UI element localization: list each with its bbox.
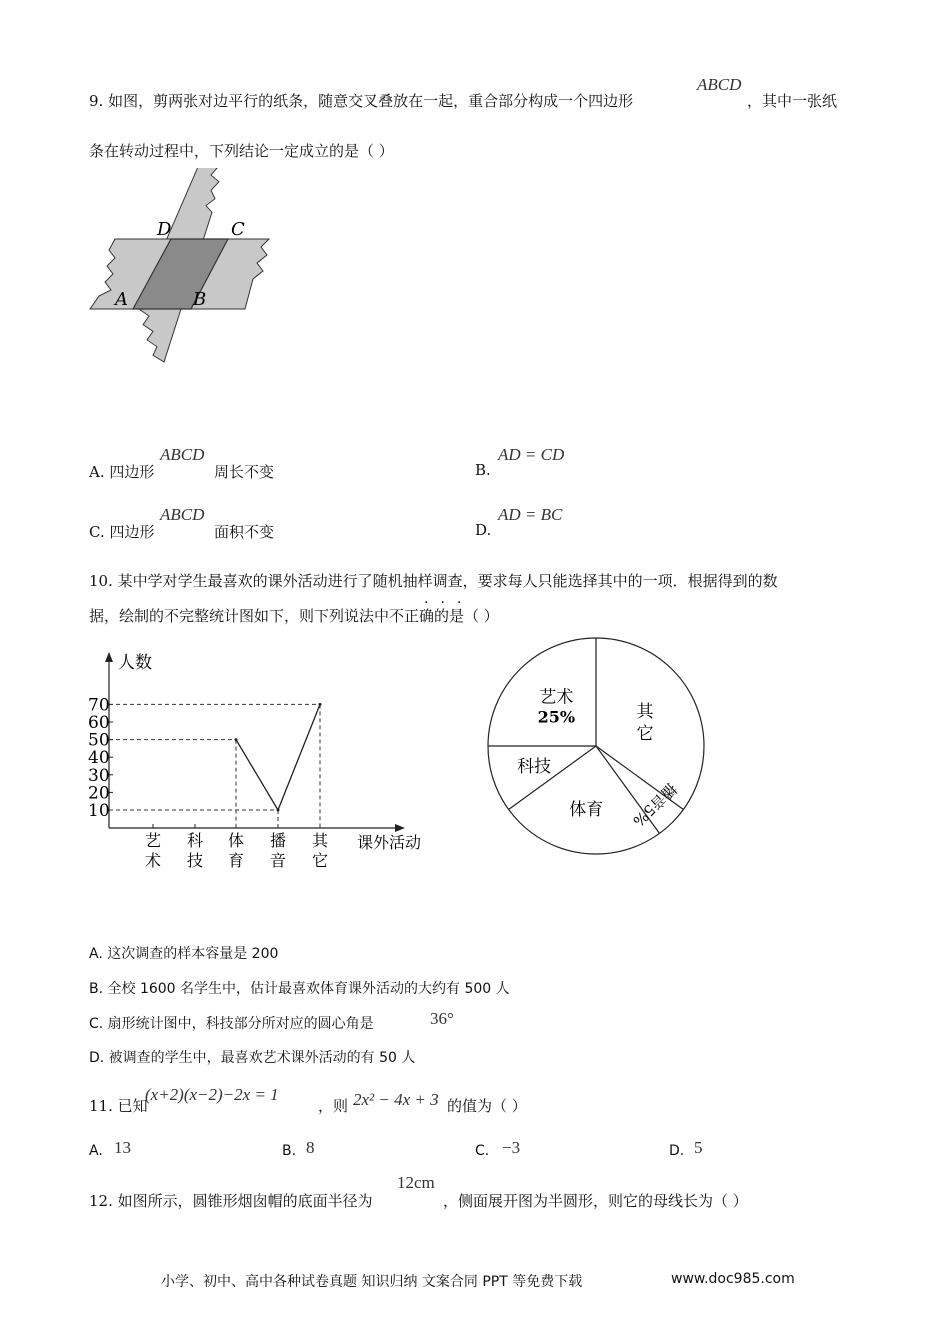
y-axis-label: 人数 — [118, 653, 152, 673]
x-tick-label: 播 — [270, 831, 287, 850]
pie-label: 体育 — [569, 800, 604, 821]
q9-option-c-suffix: 面积不变 — [214, 523, 275, 541]
q9-option-b-math: AD = CD — [498, 445, 565, 464]
footer-url[interactable]: www.doc985.com — [671, 1271, 795, 1287]
x-tick-label: 育 — [228, 851, 245, 870]
q11-expression: 2x² − 4x + 3 — [353, 1090, 439, 1109]
q9-option-c[interactable]: C. 四边形 — [89, 523, 155, 541]
q9-stem-line1-end: ，其中一张纸 — [747, 92, 838, 110]
q9-math-abcd: ABCD — [697, 75, 742, 94]
emphasis-not-correct: 不正确 — [389, 607, 435, 625]
x-tick-label: 艺 — [145, 831, 162, 850]
x-tick-label: 音 — [270, 851, 287, 870]
y-tick-label: 40 — [88, 748, 110, 769]
y-tick-label: 10 — [88, 801, 110, 821]
q9-stem-line2: 条在转动过程中，下列结论一定成立的是（ ） — [89, 142, 394, 160]
q10-stem-line2: 据，绘制的不完整统计图如下，则下列说法中不正确的是（ ） — [89, 607, 499, 625]
q9-option-a-suffix: 周长不变 — [214, 463, 275, 481]
vertex-label-b: B — [193, 289, 207, 310]
q11-mid: ，则 — [318, 1097, 349, 1115]
q10-option-c[interactable]: C. 扇形统计图中，科技部分所对应的圆心角是 — [89, 1016, 374, 1032]
pie-label: 25% — [537, 707, 576, 727]
pie-label: 艺术 — [539, 687, 574, 708]
footer-text: 小学、初中、高中各种试卷真题 知识归纳 文案合同 PPT 等免费下载 — [161, 1274, 583, 1290]
x-tick-label: 术 — [145, 851, 162, 870]
q11-option-b[interactable]: B. — [282, 1143, 297, 1159]
data-point — [277, 809, 280, 812]
q11-prefix: 11. 已知 — [89, 1097, 148, 1115]
q11-option-c-value: −3 — [502, 1138, 521, 1157]
q9-option-d-math: AD = BC — [498, 505, 563, 524]
q9-option-a-math: ABCD — [160, 445, 205, 464]
q11-equation: (x+2)(x−2)−2x = 1 — [145, 1085, 279, 1104]
x-axis-arrow — [395, 824, 405, 832]
x-tick-label: 科 — [187, 831, 204, 850]
vertex-label-a: A — [115, 289, 128, 310]
data-point — [235, 738, 238, 741]
q11-option-b-value: 8 — [306, 1138, 315, 1157]
vertex-label-d: D — [157, 219, 172, 240]
pie-label: 播音5% — [629, 779, 681, 831]
y-tick-label: 70 — [88, 695, 110, 716]
x-axis-label: 课外活动 — [357, 833, 422, 852]
q11-suffix: 的值为（ ） — [447, 1097, 527, 1115]
pie-label: 其 — [636, 702, 654, 723]
q9-stem-line1: 9. 如图，剪两张对边平行的纸条，随意交叉叠放在一起，重合部分构成一个四边形 — [89, 92, 634, 110]
y-tick-label: 50 — [88, 730, 110, 751]
x-tick-label: 技 — [187, 851, 204, 870]
series-line — [236, 704, 320, 810]
x-tick-label: 其 — [312, 831, 329, 850]
y-tick-label: 20 — [88, 783, 110, 804]
pie-chart — [482, 635, 707, 865]
q9-option-a[interactable]: A. 四边形 — [89, 463, 155, 481]
q11-option-c[interactable]: C. — [475, 1143, 490, 1159]
y-axis-arrow — [105, 652, 113, 662]
pie-label: 科技 — [517, 757, 552, 778]
q9-figure — [85, 168, 285, 378]
q10-option-c-angle: 36° — [430, 1009, 454, 1028]
q12-prefix: 12. 如图所示，圆锥形烟囱帽的底面半径为 — [89, 1192, 373, 1210]
q10-stem-line1: 10. 某中学对学生最喜欢的课外活动进行了随机抽样调查，要求每人只能选择其中的一项．根据得到的数 — [89, 572, 778, 590]
q12-radius: 12cm — [397, 1173, 435, 1192]
q9-option-d[interactable]: D. — [475, 521, 492, 539]
line-chart — [85, 648, 435, 878]
x-tick-label: 体 — [228, 831, 245, 850]
q10-option-b[interactable]: B. 全校 1600 名学生中，估计最喜欢体育课外活动的大约有 500 人 — [89, 981, 510, 997]
data-point — [319, 703, 322, 706]
vertex-label-c: C — [231, 219, 245, 240]
emphasis-dots: ··· — [424, 595, 474, 611]
q12-suffix: ，侧面展开图为半圆形，则它的母线长为（ ） — [443, 1192, 748, 1210]
q11-option-d-value: 5 — [694, 1138, 703, 1157]
x-tick-label: 它 — [312, 851, 329, 870]
q11-option-a-value: 13 — [114, 1138, 131, 1157]
q10-option-d[interactable]: D. 被调查的学生中，最喜欢艺术课外活动的有 50 人 — [89, 1050, 416, 1066]
y-tick-label: 30 — [88, 765, 110, 786]
q9-option-c-math: ABCD — [160, 505, 205, 524]
q11-option-d[interactable]: D. — [669, 1143, 685, 1159]
y-tick-label: 60 — [88, 713, 110, 733]
q11-option-a[interactable]: A. — [89, 1143, 103, 1159]
q9-option-b[interactable]: B. — [475, 461, 491, 479]
q10-option-a[interactable]: A. 这次调查的样本容量是 200 — [89, 946, 279, 962]
pie-label: 它 — [636, 724, 654, 745]
